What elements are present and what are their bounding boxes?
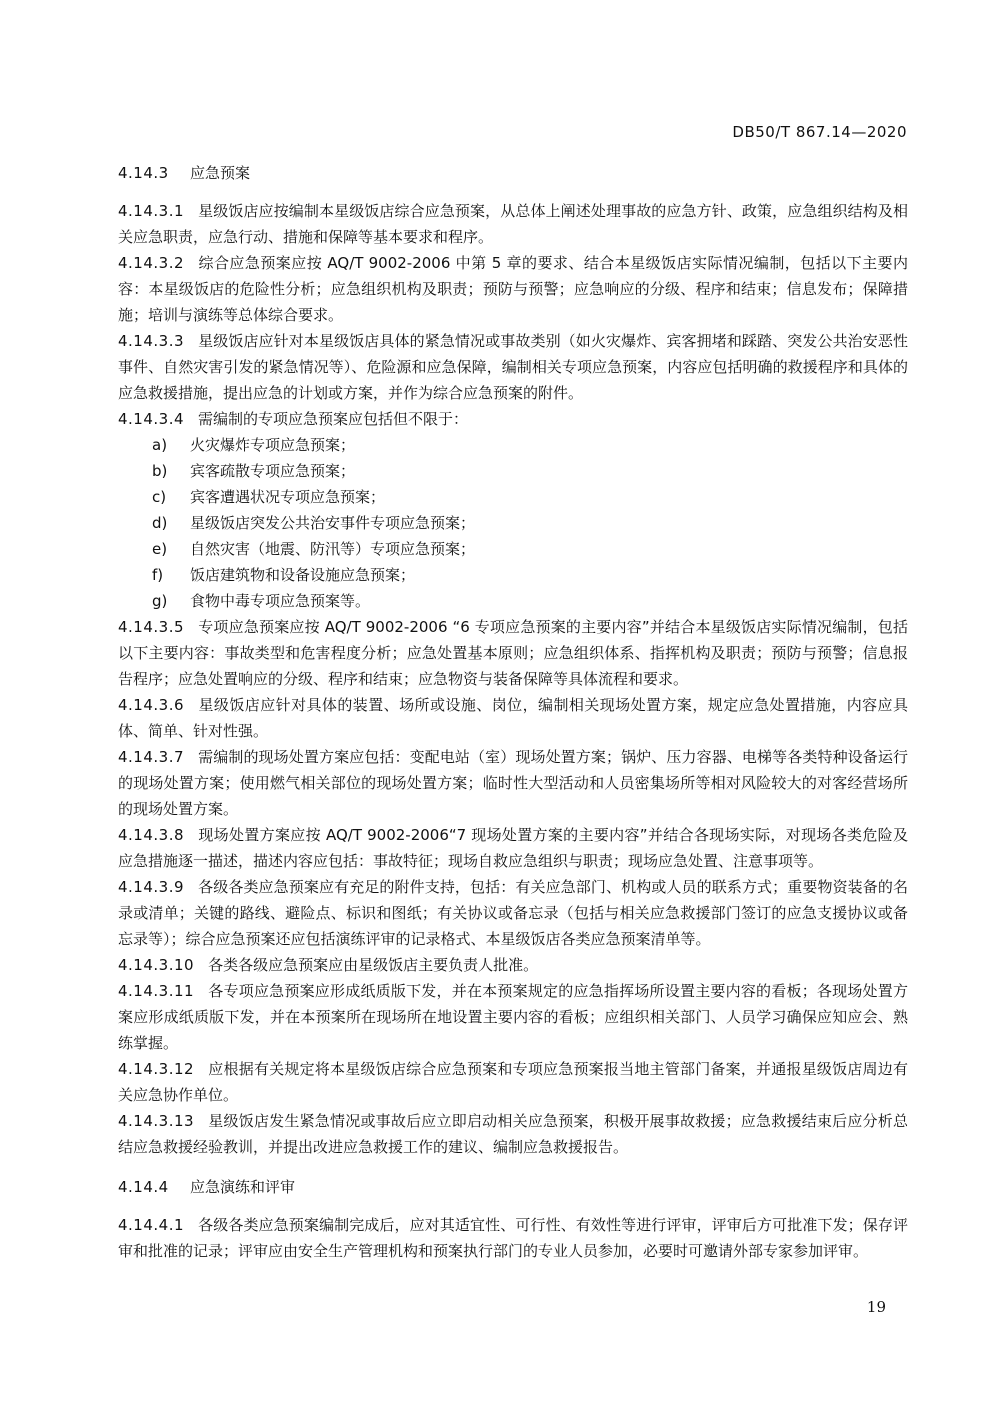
list-item-label: g) bbox=[152, 592, 168, 610]
section-title: 应急演练和评审 bbox=[190, 1178, 296, 1196]
document-body bbox=[118, 160, 908, 1264]
clause-number: 4.14.3.2 bbox=[118, 254, 185, 272]
list-item-text: 宾客疏散专项应急预案； bbox=[190, 462, 356, 480]
clause-text: 专项应急预案应按 AQ/T 9002-2006 “6 专项应急预案的主要内容”并结合本星级饭店实际情况编制，包括以下主要内容：事故类型和危害程度分析；应急处置基本原则；应急组织体系、指挥机构及职责；预防与预警；信息报告程序；应急处置响应的分级、程序和结束；应急物资与装备保障等具体流程和要求。 bbox=[118, 618, 908, 688]
clause-4-14-3-11 bbox=[118, 978, 908, 1056]
section-title: 应急预案 bbox=[190, 164, 251, 182]
list-item-text: 火灾爆炸专项应急预案； bbox=[190, 436, 356, 454]
section-heading-4-14-3 bbox=[118, 160, 908, 186]
clause-text: 应根据有关规定将本星级饭店综合应急预案和专项应急预案报当地主管部门备案，并通报星级饭店周边有关应急协作单位。 bbox=[118, 1060, 908, 1104]
section-heading-4-14-4 bbox=[118, 1174, 908, 1200]
clause-4-14-3-6 bbox=[118, 692, 908, 744]
list-item-label: c) bbox=[152, 488, 167, 506]
list-item-label: a) bbox=[152, 436, 168, 454]
list-item-label: b) bbox=[152, 462, 168, 480]
clause-number: 4.14.3.5 bbox=[118, 618, 185, 636]
page-number: 19 bbox=[866, 1298, 886, 1316]
list-item-text: 自然灾害（地震、防汛等）专项应急预案； bbox=[190, 540, 476, 558]
clause-4-14-4-1 bbox=[118, 1212, 908, 1264]
list-item-label: e) bbox=[152, 540, 168, 558]
list-item bbox=[118, 484, 908, 510]
clause-number: 4.14.3.12 bbox=[118, 1060, 195, 1078]
special-plan-list bbox=[118, 432, 908, 614]
list-item-text: 星级饭店突发公共治安事件专项应急预案； bbox=[190, 514, 476, 532]
list-item-text: 食物中毒专项应急预案等。 bbox=[190, 592, 371, 610]
section-number: 4.14.3 bbox=[118, 164, 169, 182]
clause-number: 4.14.4.1 bbox=[118, 1216, 185, 1234]
list-item-text: 饭店建筑物和设备设施应急预案； bbox=[190, 566, 416, 584]
document-code: DB50/T 867.14—2020 bbox=[732, 123, 907, 141]
list-item bbox=[118, 458, 908, 484]
list-item-label: d) bbox=[152, 514, 168, 532]
clause-4-14-3-13 bbox=[118, 1108, 908, 1160]
clause-text: 各专项应急预案应形成纸质版下发，并在本预案规定的应急指挥场所设置主要内容的看板；各现场处置方案应形成纸质版下发，并在本预案所在现场所在地设置主要内容的看板；应组织相关部门、人员学习确保应知应会、熟练掌握。 bbox=[118, 982, 908, 1052]
clause-4-14-3-1 bbox=[118, 198, 908, 250]
clause-text: 各类各级应急预案应由星级饭店主要负责人批准。 bbox=[208, 956, 539, 974]
list-item bbox=[118, 432, 908, 458]
clause-number: 4.14.3.3 bbox=[118, 332, 185, 350]
clause-text: 各级各类应急预案应有充足的附件支持，包括：有关应急部门、机构或人员的联系方式；重要物资装备的名录或清单；关键的路线、避险点、标识和图纸；有关协议或备忘录（包括与相关应急救援部门签订的应急支援协议或备忘录等）；综合应急预案还应包括演练评审的记录格式、本星级饭店各类应急预案清单等。 bbox=[118, 878, 908, 948]
clause-text: 星级饭店应针对具体的装置、场所或设施、岗位，编制相关现场处置方案，规定应急处置措施，内容应具体、简单、针对性强。 bbox=[118, 696, 908, 740]
clause-text: 需编制的专项应急预案应包括但不限于： bbox=[198, 410, 469, 428]
clause-4-14-3-2 bbox=[118, 250, 908, 328]
clause-4-14-3-8 bbox=[118, 822, 908, 874]
clause-4-14-3-10 bbox=[118, 952, 908, 978]
clause-4-14-3-9 bbox=[118, 874, 908, 952]
clause-text: 星级饭店应按编制本星级饭店综合应急预案，从总体上阐述处理事故的应急方针、政策，应急组织结构及相关应急职责，应急行动、措施和保障等基本要求和程序。 bbox=[118, 202, 908, 246]
clause-number: 4.14.3.9 bbox=[118, 878, 185, 896]
clause-number: 4.14.3.6 bbox=[118, 696, 185, 714]
clause-text: 各级各类应急预案编制完成后，应对其适宜性、可行性、有效性等进行评审，评审后方可批准下发；保存评审和批准的记录；评审应由安全生产管理机构和预案执行部门的专业人员参加，必要时可邀请外部专家参加评审。 bbox=[118, 1216, 908, 1260]
clause-4-14-3-12 bbox=[118, 1056, 908, 1108]
clause-text: 需编制的现场处置方案应包括：变配电站（室）现场处置方案；锅炉、压力容器、电梯等各类特种设备运行的现场处置方案；使用燃气相关部位的现场处置方案；临时性大型活动和人员密集场所等相对风险较大的对客经营场所的现场处置方案。 bbox=[118, 748, 908, 818]
clause-number: 4.14.3.4 bbox=[118, 410, 185, 428]
clause-4-14-3-7 bbox=[118, 744, 908, 822]
clause-4-14-3-4 bbox=[118, 406, 908, 432]
list-item-label: f) bbox=[152, 566, 164, 584]
list-item bbox=[118, 510, 908, 536]
list-item bbox=[118, 588, 908, 614]
list-item-text: 宾客遭遇状况专项应急预案； bbox=[190, 488, 386, 506]
clause-number: 4.14.3.7 bbox=[118, 748, 185, 766]
clause-number: 4.14.3.1 bbox=[118, 202, 185, 220]
section-number: 4.14.4 bbox=[118, 1178, 169, 1196]
clause-text: 星级饭店应针对本星级饭店具体的紧急情况或事故类别（如火灾爆炸、宾客拥堵和踩踏、突发公共治安恶性事件、自然灾害引发的紧急情况等）、危险源和应急保障，编制相关专项应急预案，内容应包括明确的救援程序和具体的应急救援措施，提出应急的计划或方案，并作为综合应急预案的附件。 bbox=[118, 332, 908, 402]
clause-number: 4.14.3.13 bbox=[118, 1112, 195, 1130]
clause-text: 现场处置方案应按 AQ/T 9002-2006“7 现场处置方案的主要内容”并结合各现场实际，对现场各类危险及应急措施逐一描述，描述内容应包括：事故特征；现场自救应急组织与职责；现场应急处置、注意事项等。 bbox=[118, 826, 908, 870]
clause-number: 4.14.3.11 bbox=[118, 982, 195, 1000]
list-item bbox=[118, 562, 908, 588]
list-item bbox=[118, 536, 908, 562]
clause-number: 4.14.3.8 bbox=[118, 826, 185, 844]
clause-4-14-3-3 bbox=[118, 328, 908, 406]
clause-text: 星级饭店发生紧急情况或事故后应立即启动相关应急预案，积极开展事故救援；应急救援结束后应分析总结应急救援经验教训，并提出改进应急救援工作的建议、编制应急救援报告。 bbox=[118, 1112, 908, 1156]
clause-4-14-3-5 bbox=[118, 614, 908, 692]
clause-number: 4.14.3.10 bbox=[118, 956, 195, 974]
clause-text: 综合应急预案应按 AQ/T 9002-2006 中第 5 章的要求、结合本星级饭店实际情况编制，包括以下主要内容：本星级饭店的危险性分析；应急组织机构及职责；预防与预警；应急响应的分级、程序和结束；信息发布；保障措施；培训与演练等总体综合要求。 bbox=[118, 254, 908, 324]
